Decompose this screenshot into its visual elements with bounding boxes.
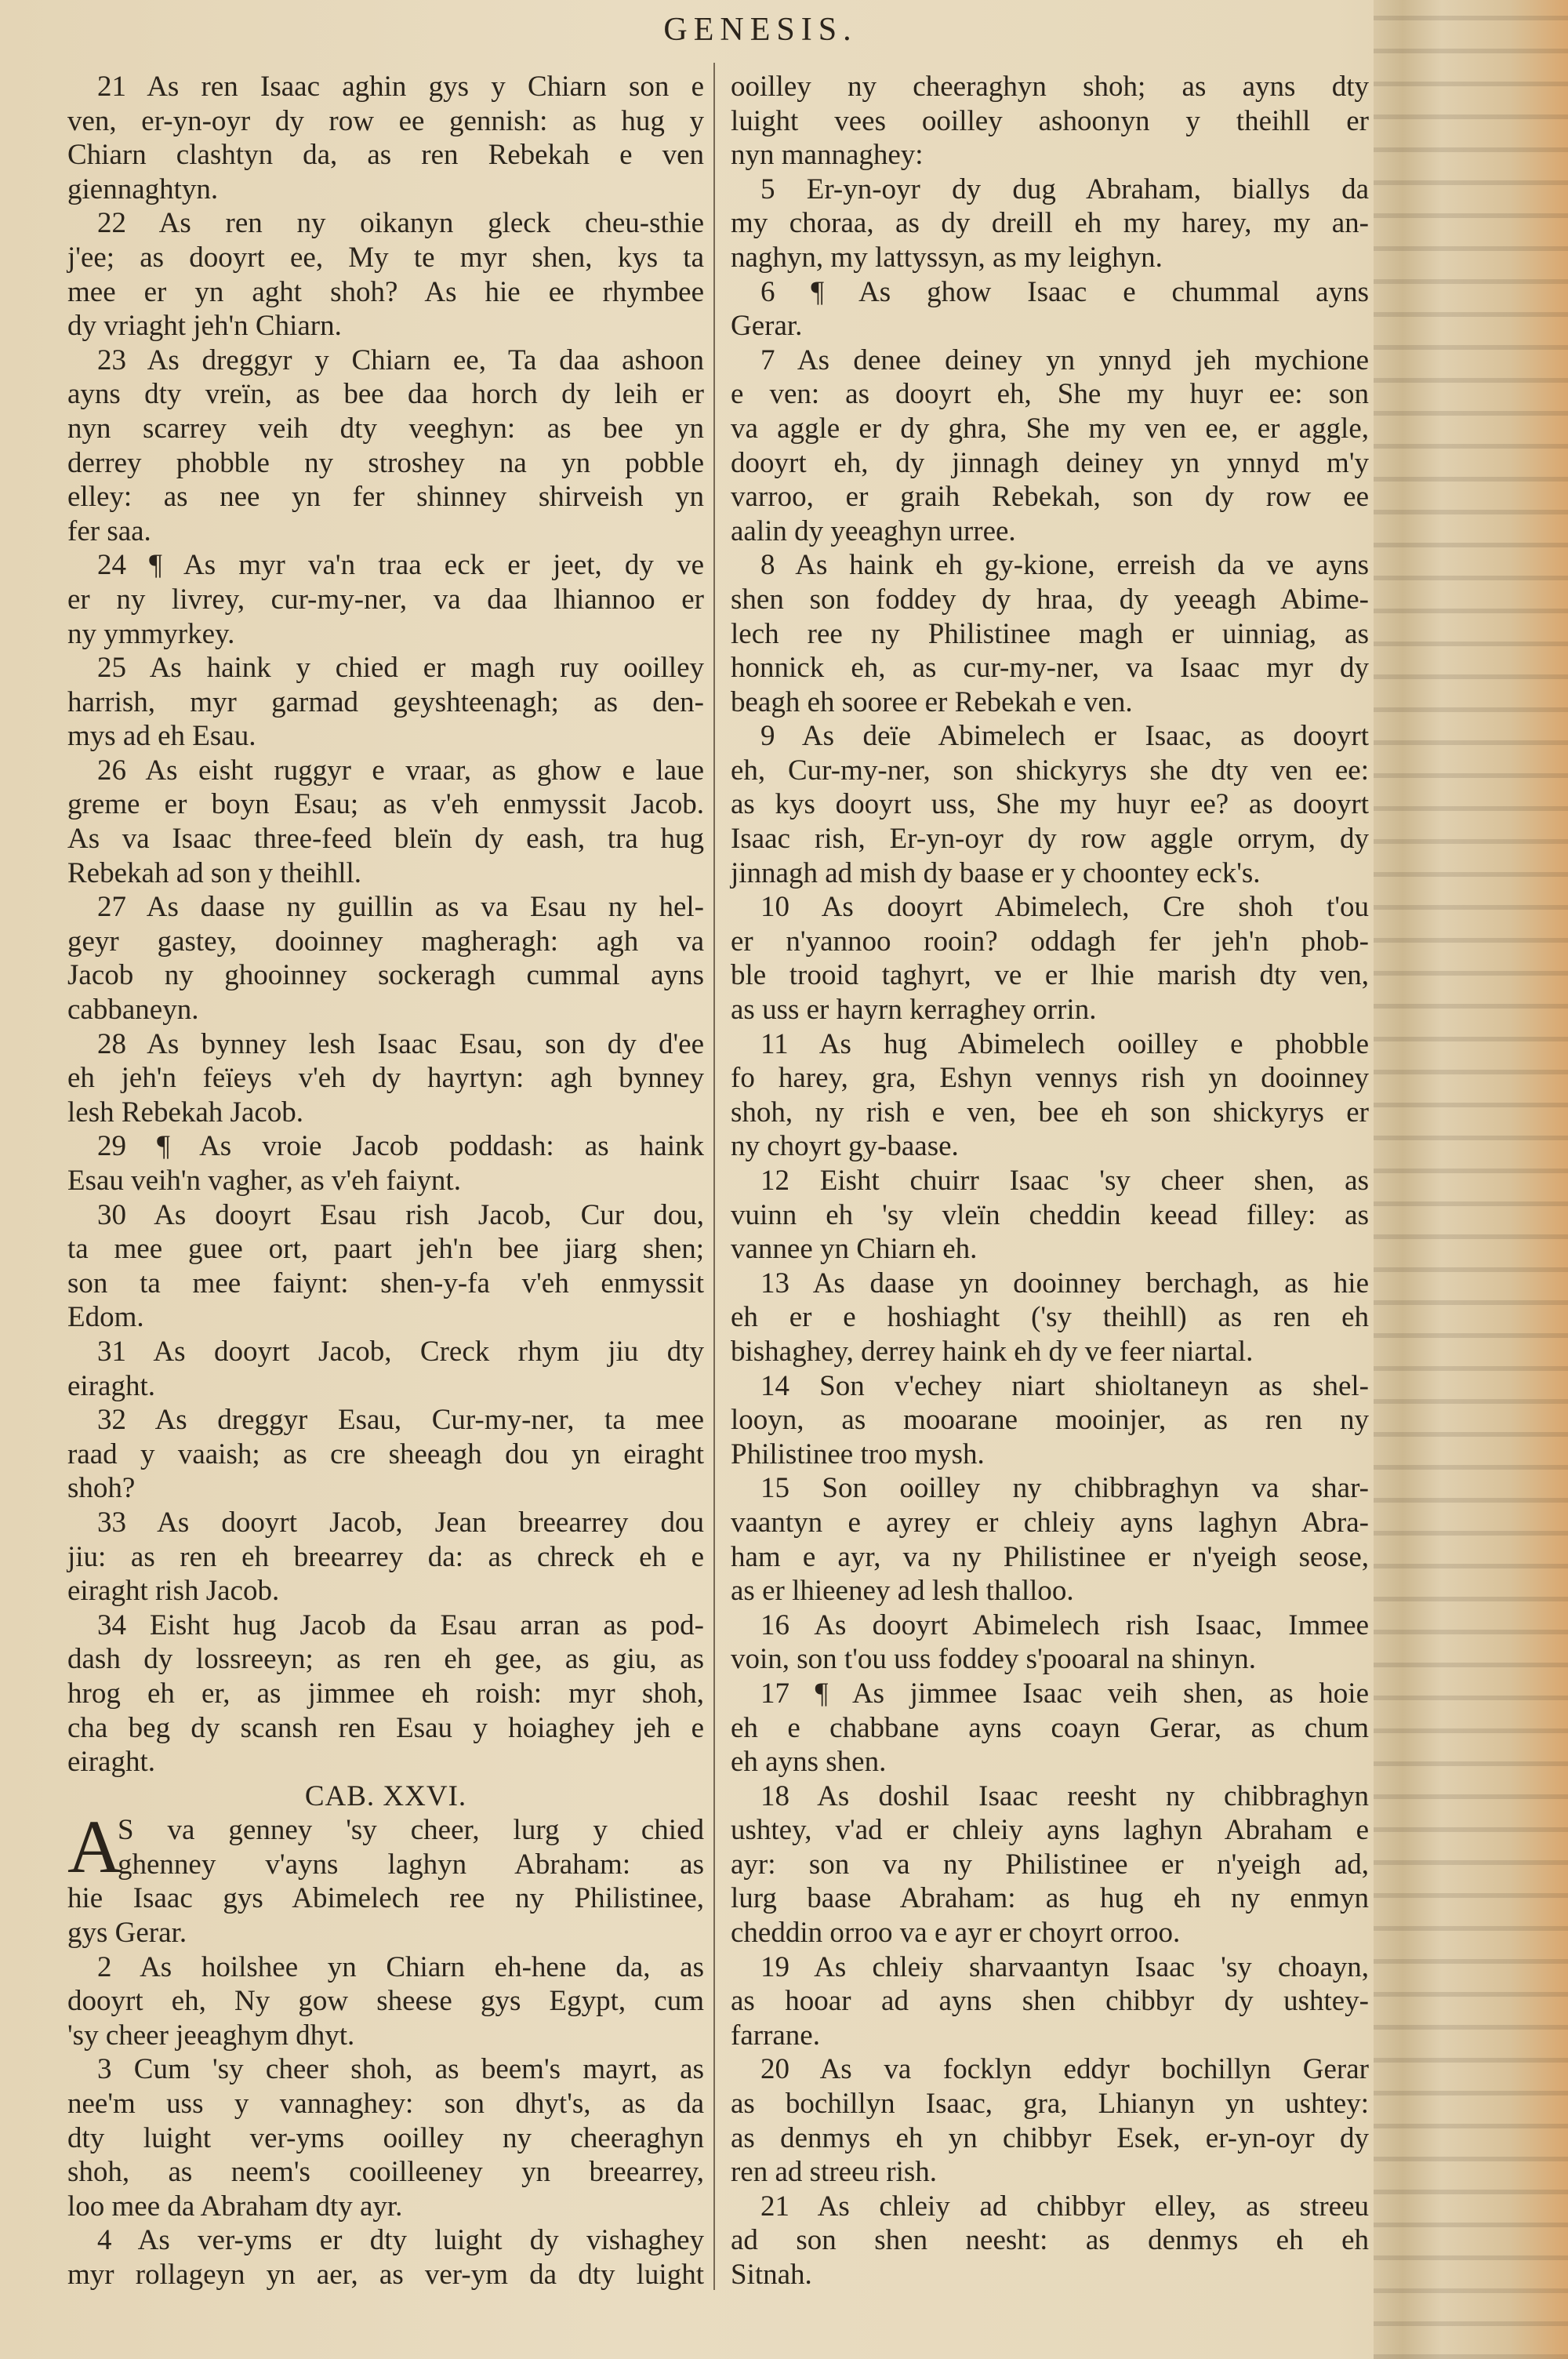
text-line: 33 As dooyrt Jacob, Jean breearrey dou [97,1506,704,1539]
verse-paragraph [731,1267,1369,1369]
text-line: gys Gerar. [67,1917,187,1950]
text-line: 29 ¶ As vroie Jacob poddash: as haink [97,1130,704,1163]
text-line: dash dy lossreeyn; as ren eh gee, as giu, as [67,1643,704,1676]
text-line: 25 As haink y chied er magh ruy ooilley [97,652,704,685]
text-line: 22 As ren ny oikanyn gleck cheu-sthie [97,207,704,240]
text-line: 7 As denee deiney yn ynnyd jeh mychione [760,343,1369,376]
verse-paragraph [731,1369,1369,1472]
text-line: 30 As dooyrt Esau rish Jacob, Cur dou, [97,1198,704,1231]
verse-paragraph [731,548,1369,719]
text-line: dooyrt eh, Ny gow sheese gys Egypt, cum [67,1985,704,2018]
text-line: greme er boyn Esau; as v'eh enmyssit Jacob. [67,788,704,821]
column-divider [713,63,715,2290]
text-line: 21 As ren Isaac aghin gys y Chiarn son e [97,71,704,103]
text-line: eh e chabbane ayns coayn Gerar, as chum [731,1711,1369,1744]
text-line: hie Isaac gys Abimelech ree ny Philistinee, [67,1882,704,1915]
text-line: hrog eh er, as jimmee eh roish: myr shoh, [67,1677,704,1710]
text-line: eh jeh'n feïeys v'eh dy hayrtyn: agh bynney [67,1062,704,1095]
text-line: 9 As deïe Abimelech er Isaac, as dooyrt [760,720,1369,753]
text-line: 10 As dooyrt Abimelech, Cre shoh t'ou [760,891,1369,924]
text-line: ayr: son va ny Philistinee er n'yeigh ad, [731,1848,1369,1881]
text-line: Edom. [67,1301,144,1334]
text-line: 16 As dooyrt Abimelech rish Isaac, Immee [760,1608,1369,1641]
text-line: ushtey, v'ad er chleiy ayns laghyn Abraham e [731,1814,1369,1847]
text-line: ren ad streeu rish. [731,2156,938,2189]
text-line: dty luight ver-yms ooilley ny cheeraghyn [67,2121,704,2154]
text-line: beagh eh sooree er Rebekah e ven. [731,685,1133,718]
text-line: Chiarn clashtyn da, as ren Rebekah e ven [67,139,704,172]
text-line: mys ad eh Esau. [67,720,256,753]
verse-paragraph [731,70,1369,173]
text-line: varroo, er graih Rebekah, son dy row ee [731,481,1369,514]
text-line: 17 ¶ As jimmee Isaac veih shen, as hoie [760,1677,1369,1710]
text-line: shoh, ny rish e ven, bee eh son shickyrys er [731,1096,1369,1129]
verse-paragraph [731,343,1369,549]
chapter-heading: CAB. XXVI. [304,1779,467,1812]
text-line: 18 As doshil Isaac reesht ny chibbraghyn [760,1779,1369,1812]
text-line: 5 Er-yn-oyr dy dug Abraham, biallys da [760,173,1369,205]
text-line: Rebekah ad son y theihll. [67,856,362,889]
text-line: 27 As daase ny guillin as va Esau ny hel- [97,891,704,924]
text-line: nee'm uss y vannaghey: son dhyt's, as da [67,2088,704,2121]
verse-paragraph [67,2052,704,2223]
text-line: geyr gastey, dooinney magheragh: agh va [67,925,704,958]
text-line: 26 As eisht ruggyr e vraar, as ghow e laue [97,754,704,787]
text-line: as denmys eh yn chibbyr Esek, er-yn-oyr dy [731,2121,1369,2154]
text-line: vuinn eh 'sy vleïn cheddin keead filley: as [731,1198,1369,1231]
text-line: vannee yn Chiarn eh. [731,1233,978,1266]
verse-paragraph [731,1164,1369,1267]
text-line: 8 As haink eh gy-kione, erreish da ve ayns [760,549,1369,582]
text-line: 13 As daase yn dooinney berchagh, as hie [760,1267,1369,1299]
text-line: son ta mee faiynt: shen-y-fa v'eh enmyssit [67,1267,704,1299]
text-line: ad son shen neesht: as denmys eh eh [731,2224,1369,2257]
text-line: looyn, as mooarane mooinjer, as ren ny [731,1404,1369,1437]
text-line: honnick eh, as cur-my-ner, va Isaac myr dy [731,652,1369,685]
text-line: eiraght. [67,1746,155,1779]
verse-paragraph [731,1027,1369,1164]
text-line: ham e ayr, va ny Philistinee er n'yeigh seose, [731,1540,1369,1573]
facing-page-edge [1374,0,1568,2359]
drop-cap: A [67,1805,122,1889]
text-line: Philistinee troo mysh. [731,1438,985,1470]
verse-paragraph [731,2052,1369,2189]
text-line: as hooar ad ayns shen chibbyr dy ushtey- [731,1985,1369,2018]
text-line: ny ymmyrkey. [67,617,235,650]
text-line: 6 ¶ As ghow Isaac e chummal ayns [760,275,1369,308]
text-line: 'sy cheer jeeaghym dhyt. [67,2019,355,2052]
verse-paragraph [67,1506,704,1608]
verse-paragraph [67,1403,704,1506]
text-line: As va Isaac three-feed bleïn dy eash, tra hug [67,823,704,856]
text-line: va aggle er dy ghra, She my ven ee, er aggle, [731,412,1369,445]
text-line: cha beg dy scansh ren Esau y hoiaghey jeh e [67,1711,704,1744]
text-line: as kys dooyrt uss, She my huyr ee? as dooyrt [731,788,1369,821]
text-line: farrane. [731,2019,820,2052]
text-line: 23 As dreggyr y Chiarn ee, Ta daa ashoon [97,343,704,376]
text-line: 24 ¶ As myr va'n traa eck er jeet, dy ve [97,549,704,582]
verse-paragraph [67,2223,704,2292]
text-line: elley: as nee yn fer shinney shirveish yn [67,481,704,514]
text-line: fer saa. [67,514,151,547]
text-line: as er lhieeney ad lesh thalloo. [731,1575,1074,1608]
text-line: ta mee guee ort, paart jeh'n bee jiarg shen; [67,1233,704,1266]
text-line: Sitnah. [731,2259,812,2291]
text-line: dooyrt eh, dy jinnagh deiney yn ynnyd m'y [731,446,1369,479]
verse-paragraph [67,651,704,754]
text-line: lech ree ny Philistinee magh er uinniag, as [731,617,1369,650]
text-line: vaantyn e ayrey er chleiy ayns laghyn Abra- [731,1506,1369,1539]
text-line: derrey phobble ny stroshey na yn pobble [67,446,704,479]
text-line: eiraght. [67,1369,155,1402]
verse-paragraph [731,1677,1369,1779]
text-line: harrish, myr garmad geyshteenagh; as den- [67,685,704,718]
text-line: ooilley ny cheeraghyn shoh; as ayns dty [731,71,1369,103]
text-line: 3 Cum 'sy cheer shoh, as beem's mayrt, as [97,2053,704,2086]
text-line: ayns dty vreïn, as bee daa horch dy leih er [67,378,704,411]
text-line: bishaghey, derrey haink eh dy ve feer niartal. [731,1335,1254,1368]
text-line: 15 Son ooilley ny chibbraghyn va shar- [760,1472,1369,1505]
text-line: jinnagh ad mish dy baase er y choontey eck's. [731,856,1261,889]
verse-paragraph [67,1805,704,1889]
verse-paragraph [731,1608,1369,1677]
text-line: lesh Rebekah Jacob. [67,1096,304,1129]
text-line: voin, son t'ou uss foddey s'pooaral na shinyn. [731,1643,1257,1676]
text-line: 11 As hug Abimelech ooilley e phobble [760,1027,1369,1060]
verse-paragraph [67,548,704,651]
text-line: 14 Son v'echey niart shioltaneyn as shel- [760,1369,1369,1402]
text-line: 31 As dooyrt Jacob, Creck rhym jiu dty [97,1335,704,1368]
verse-paragraph [67,1027,704,1130]
text-line: nyn mannaghey: [731,139,924,172]
text-line: e ven: as dooyrt eh, She my huyr ee: son [731,378,1369,411]
verse-paragraph [67,754,704,890]
text-line: 2 As hoilshee yn Chiarn eh-hene da, as [97,1950,704,1983]
text-line: loo mee da Abraham dty ayr. [67,2190,403,2223]
verse-paragraph [67,206,704,343]
text-line: shoh, as neem's cooilleeney yn breearrey, [67,2156,704,2189]
verse-paragraph [731,1779,1369,1950]
running-header: GENESIS. [663,12,858,48]
verse-paragraph [67,1198,704,1335]
text-line: Isaac rish, Er-yn-oyr dy row aggle orrym, dy [731,823,1369,856]
verse-paragraph [67,1608,704,1779]
verse-paragraph [731,275,1369,343]
text-line: 34 Eisht hug Jacob da Esau arran as pod- [97,1608,704,1641]
verse-paragraph [731,890,1369,1027]
text-line: dy vriaght jeh'n Chiarn. [67,310,342,343]
text-line: eh ayns shen. [731,1746,887,1779]
text-line: Jacob ny ghooinney sockeragh cummal ayns [67,959,704,992]
text-line: ble trooid taghyrt, ve er lhie marish dty ven, [731,959,1369,992]
text-line: eh, Cur-my-ner, son shickyrys she dty ven ee: [731,754,1369,787]
text-line: lurg baase Abraham: as hug eh ny enmyn [731,1882,1369,1915]
text-line: 20 As va focklyn eddyr bochillyn Gerar [760,2053,1369,2086]
text-line: eh er e hoshiaght ('sy theihll) as ren eh [731,1301,1369,1334]
text-line: giennaghtyn. [67,173,219,205]
text-line: cheddin orroo va e ayr er choyrt orroo. [731,1917,1181,1950]
text-line: mee er yn aght shoh? As hie ee rhymbee [67,275,704,308]
text-line: shen son foddey dy hraa, dy yeeagh Abime- [731,583,1369,616]
text-line: 32 As dreggyr Esau, Cur-my-ner, ta mee [97,1404,704,1437]
text-line: myr rollageyn yn aer, as ver-ym da dty luight [67,2259,704,2291]
right-column [731,70,1369,2292]
text-line: as uss er hayrn kerraghey orrin. [731,994,1097,1027]
text-line: aalin dy yeeaghyn urree. [731,514,1016,547]
verse-paragraph [67,1950,704,2053]
text-line: ny choyrt gy-baase. [731,1130,959,1163]
text-line: ghenney v'ayns laghyn Abraham: as [118,1848,704,1881]
text-line: eiraght rish Jacob. [67,1575,280,1608]
verse-paragraph [67,890,704,1027]
verse-paragraph [67,1335,704,1403]
verse-paragraph [731,2190,1369,2292]
verse-paragraph [67,1129,704,1198]
text-line: naghyn, my lattyssyn, as my leighyn. [731,241,1163,274]
text-line: j'ee; as dooyrt ee, My te myr shen, kys ta [67,241,704,274]
text-line: as bochillyn Isaac, gra, Lhianyn yn ushtey: [731,2088,1369,2121]
text-line: S va genney 'sy cheer, lurg y chied [118,1814,704,1847]
text-line: jiu: as ren eh breearrey da: as chreck eh e [67,1540,704,1573]
text-line: 19 As chleiy sharvaantyn Isaac 'sy choayn, [760,1950,1369,1983]
text-line: Gerar. [731,310,803,343]
text-line: my choraa, as dy dreill eh my harey, my an- [731,207,1369,240]
text-line: 21 As chleiy ad chibbyr elley, as streeu [760,2190,1369,2223]
text-line: shoh? [67,1472,136,1505]
text-line: Esau veih'n vagher, as v'eh faiynt. [67,1165,461,1197]
text-line: er n'yannoo rooin? oddagh fer jeh'n phob- [731,925,1369,958]
facing-page-text-shadow [1374,0,1568,2359]
text-line: fo harey, gra, Eshyn vennys rish yn dooinney [731,1062,1369,1095]
verse-paragraph [67,343,704,549]
text-line: 4 As ver-yms er dty luight dy vishaghey [97,2224,704,2257]
text-line: ven, er-yn-oyr dy row ee gennish: as hug y [67,104,704,137]
text-line: nyn scarrey veih dty veeghyn: as bee yn [67,412,704,445]
verse-paragraph [731,719,1369,890]
verse-paragraph [731,1950,1369,2053]
text-line: cabbaneyn. [67,994,199,1027]
text-line: er ny livrey, cur-my-ner, va daa lhiannoo er [67,583,704,616]
text-line: raad y vaaish; as cre sheeagh dou yn eiraght [67,1438,704,1470]
verse-paragraph [731,1471,1369,1608]
verse-paragraph [67,70,704,206]
left-column [67,70,704,2292]
text-line: 12 Eisht chuirr Isaac 'sy cheer shen, as [760,1165,1369,1197]
verse-paragraph [731,173,1369,275]
text-line: 28 As bynney lesh Isaac Esau, son dy d'ee [97,1027,704,1060]
text-line: luight vees ooilley ashoonyn y theihll er [731,104,1369,137]
